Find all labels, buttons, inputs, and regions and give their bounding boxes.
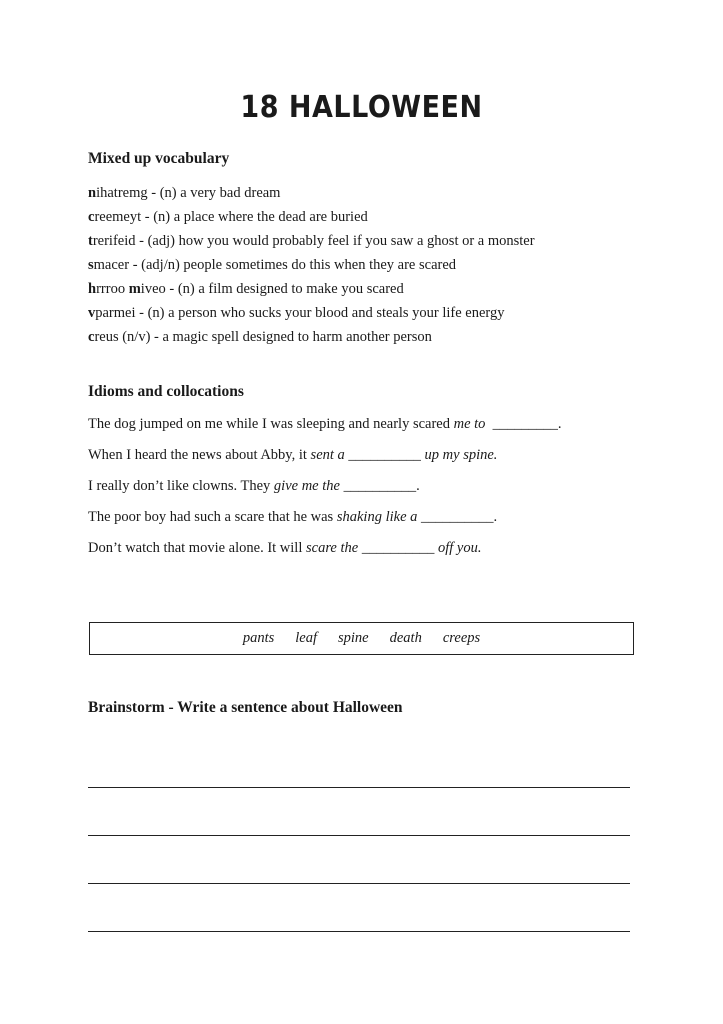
vocab-item: hrrroo miveo - (n) a film designed to make you scared <box>88 281 404 297</box>
idiom-sentence: The poor boy had such a scare that he was shaking like a __________. <box>88 509 498 525</box>
page-title: 18 HALLOWEEN <box>240 90 483 125</box>
idiom-sentence: I really don’t like clowns. They give me the __________. <box>88 478 420 494</box>
idiom-sentence: When I heard the news about Abby, it sent a __________ up my spine. <box>88 447 498 463</box>
vocab-item: creemeyt - (n) a place where the dead are buried <box>88 209 368 225</box>
word-bank <box>89 622 634 655</box>
word-bank-item: spine <box>338 630 369 646</box>
word-bank-item: creeps <box>442 630 481 646</box>
brainstorm-heading: Brainstorm - Write a sentence about Halloween <box>88 699 403 716</box>
writing-line[interactable] <box>88 836 630 884</box>
vocab-item: vparmei - (n) a person who sucks your blood and steals your life energy <box>88 305 505 321</box>
writing-line[interactable] <box>88 884 630 932</box>
idioms-heading: Idioms and collocations <box>88 383 244 400</box>
idiom-sentence: The dog jumped on me while I was sleeping and nearly scared me to _________. <box>88 416 562 432</box>
word-bank-item: pants <box>242 630 275 646</box>
vocab-item: nihatremg - (n) a very bad dream <box>88 185 281 201</box>
word-bank-item: leaf <box>295 630 318 646</box>
vocab-item: smacer - (adj/n) people sometimes do this when they are scared <box>88 257 457 273</box>
word-bank-item: death <box>389 630 422 646</box>
writing-line[interactable] <box>88 740 630 788</box>
vocab-item: creus (n/v) - a magic spell designed to harm another person <box>88 329 432 345</box>
writing-line[interactable] <box>88 788 630 836</box>
writing-lines <box>88 740 630 932</box>
vocab-list <box>88 181 535 349</box>
vocab-item: trerifeid - (adj) how you would probably feel if you saw a ghost or a monster <box>88 233 535 249</box>
vocab-heading: Mixed up vocabulary <box>88 150 230 167</box>
idioms-list <box>88 412 562 567</box>
idiom-sentence: Don’t watch that movie alone. It will scare the __________ off you. <box>88 540 482 556</box>
